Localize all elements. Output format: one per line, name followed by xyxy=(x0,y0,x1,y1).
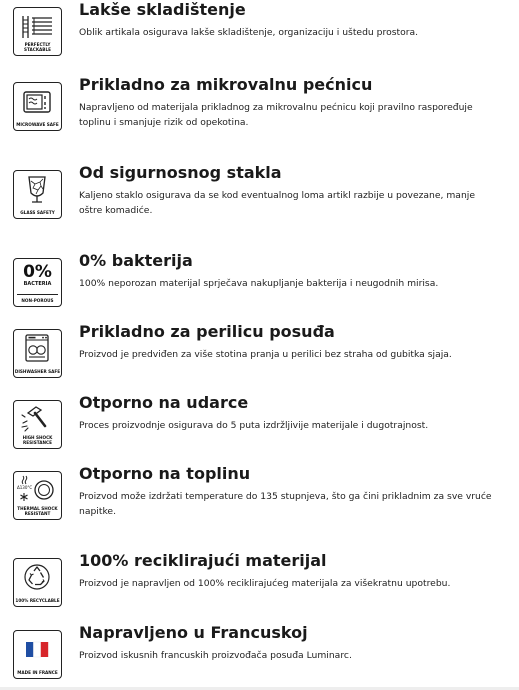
feature-description: Oblik artikala osigurava lakše skladištenje, organizaciju i uštedu prostora. xyxy=(79,27,419,38)
feature-description: 100% neporozan materijal sprječava nakupljanje bakterija i neugodnih mirisa. xyxy=(79,278,439,289)
feature-stackable xyxy=(0,0,519,67)
made-in-france-badge xyxy=(13,630,62,679)
badge-caption: GLASS SAFETY xyxy=(20,210,55,215)
badge-percent: 0% xyxy=(23,262,52,282)
feature-description: Proizvod je napravljen od 100% reciklirajućeg materijala za višekratnu upotrebu. xyxy=(79,578,451,589)
feature-title: 0% bakterija xyxy=(79,251,193,270)
badge-subcaption: BACTERIA xyxy=(23,281,52,287)
stacking-icon xyxy=(14,8,60,44)
dishwasher-badge xyxy=(13,329,62,378)
badge-caption: PERFECTLY STACKABLE xyxy=(23,42,52,52)
feature-description: Proizvod je predviđen za više stotina pranja u perilici bez straha od gubitka sjaja. xyxy=(79,349,452,360)
thermal-shock-icon xyxy=(14,472,60,508)
badge-caption: MICROWAVE SAFE xyxy=(16,122,59,127)
stackable-badge xyxy=(13,7,62,56)
microwave-badge xyxy=(13,82,62,131)
microwave-icon xyxy=(14,83,60,119)
feature-title: Lakše skladištenje xyxy=(79,0,246,19)
bacteria-badge xyxy=(13,258,62,307)
badge-caption: NON-POROUS xyxy=(21,298,54,303)
shock-resistance-badge xyxy=(13,400,62,449)
feature-title: Prikladno za mikrovalnu pećnicu xyxy=(79,75,373,94)
hammer-icon xyxy=(14,401,60,437)
badge-caption: HIGH SHOCK RESISTANCE xyxy=(22,435,53,445)
feature-title: Prikladno za perilicu posuđa xyxy=(79,322,335,341)
glass-safety-badge xyxy=(13,170,62,219)
temperature-label: Δ130°C xyxy=(17,485,33,490)
feature-title: Napravljeno u Francuskoj xyxy=(79,623,308,642)
feature-dishwasher xyxy=(0,322,519,389)
feature-description: Proizvod može izdržati temperature do 135 stupnjeva, što ga čini prikladnim za sve vruće napitke. xyxy=(79,491,492,517)
recyclable-badge xyxy=(13,558,62,607)
badge-caption: DISHWASHER SAFE xyxy=(14,369,61,374)
bacteria-icon xyxy=(14,263,61,288)
badge-caption: MADE IN FRANCE xyxy=(17,670,58,675)
feature-bacteria xyxy=(0,251,519,318)
feature-description: Kaljeno staklo osigurava da se kod eventualnog loma artikl razbije u povezane, manje oštre komadiće. xyxy=(79,190,475,216)
feature-title: Od sigurnosnog stakla xyxy=(79,163,282,182)
dishwasher-icon xyxy=(14,330,60,366)
feature-description: Napravljeno od materijala prikladnog za mikrovalnu pećnicu koji pravilno raspoređuje toplinu i smanjuje rizik od opekotina. xyxy=(79,102,473,128)
feature-title: Otporno na toplinu xyxy=(79,464,251,483)
recycle-icon xyxy=(14,559,60,595)
feature-microwave xyxy=(0,75,519,142)
badge-divider xyxy=(17,294,58,295)
feature-title: Otporno na udarce xyxy=(79,393,249,412)
badge-caption: THERMAL SHOCK RESISTANT xyxy=(17,506,58,516)
feature-recyclable xyxy=(0,551,519,618)
feature-made-in-france xyxy=(0,623,519,690)
feature-description: Proizvod iskusnih francuskih proizvođača posuđa Luminarc. xyxy=(79,650,352,661)
feature-description: Proces proizvodnje osigurava do 5 puta izdržljivije materijale i dugotrajnost. xyxy=(79,420,429,431)
glass-safety-icon xyxy=(14,171,60,207)
badge-caption: 100% RECYCLABLE xyxy=(15,598,60,603)
feature-glass-safety xyxy=(0,163,519,230)
thermal-shock-badge xyxy=(13,471,62,520)
france-flag-icon xyxy=(14,631,60,667)
feature-thermal-shock xyxy=(0,464,519,541)
feature-shock-resistance xyxy=(0,393,519,460)
feature-title: 100% reciklirajući materijal xyxy=(79,551,327,570)
